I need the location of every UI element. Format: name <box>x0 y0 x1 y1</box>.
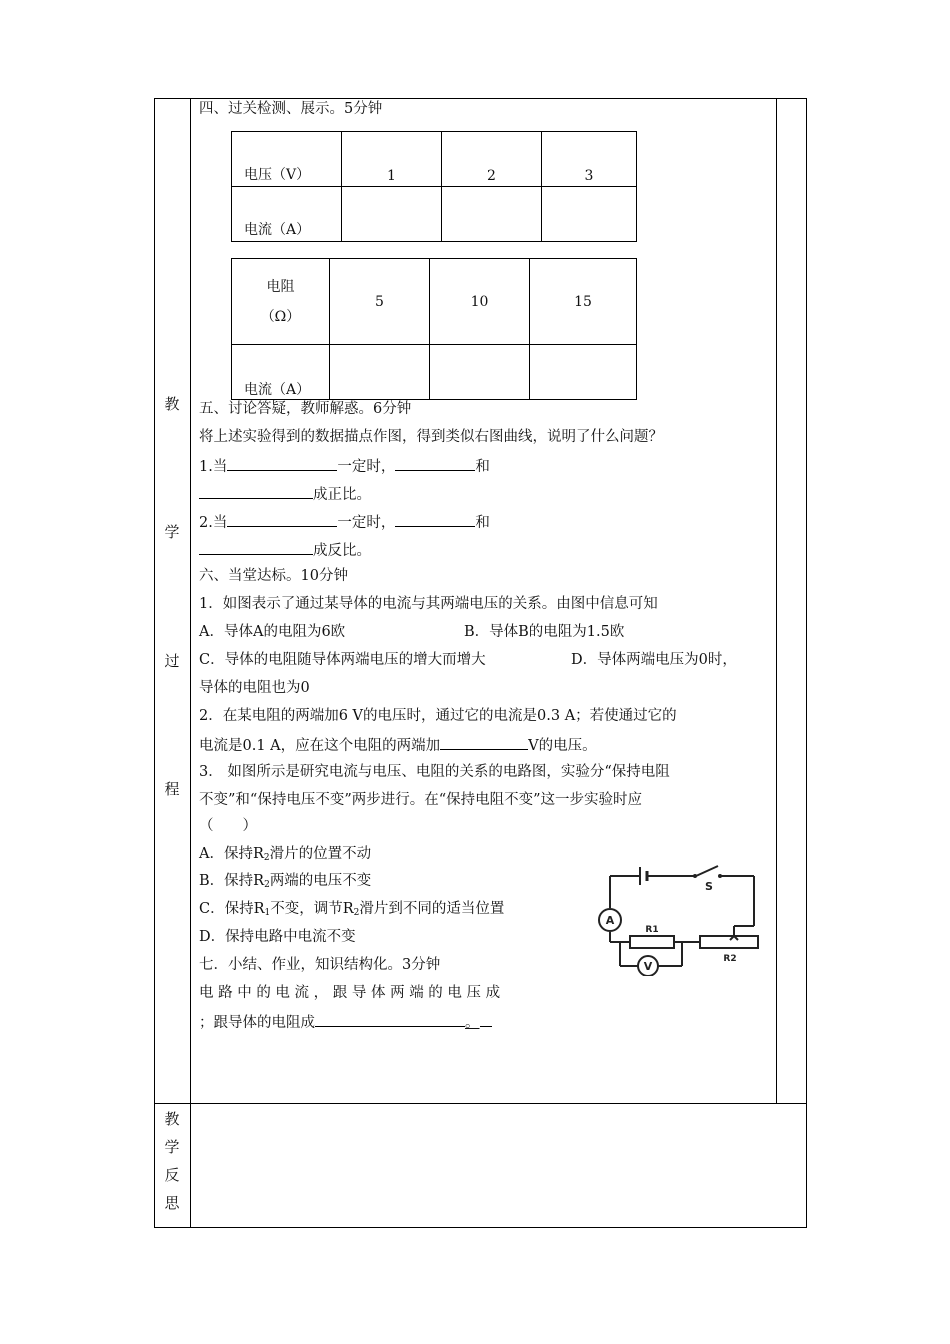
side-label-char: 程 <box>164 780 180 798</box>
r1-label: R1 <box>645 925 659 935</box>
section4-heading: 四、过关检测、展示。5分钟 <box>199 101 383 117</box>
p3-line2: 不变”和“保持电压不变”两步进行。在“保持电阻不变”这一步实验时应 <box>199 792 643 808</box>
side-label-char: 反 <box>164 1166 180 1184</box>
section7-line2-a: ；跟导体的电阻成 <box>199 1015 315 1031</box>
row-divider <box>154 1103 807 1104</box>
right-column-divider <box>776 98 777 1103</box>
subscript: 1 <box>264 908 271 918</box>
q2-mid2: 和 <box>475 515 490 531</box>
subscript: 2 <box>263 853 270 863</box>
voltage-current-table <box>231 131 637 242</box>
section6-heading: 六、当堂达标。10分钟 <box>199 568 348 584</box>
p1-option-b: B．导体B的电阻为1.5欧 <box>464 624 625 640</box>
p3-option-c <box>199 899 504 923</box>
p2-line1: 2．在某电阻的两端加6 V的电压时，通过它的电流是0.3 A；若使通过它的 <box>199 708 677 724</box>
q1-blank <box>199 483 313 499</box>
p3-option-a <box>199 844 371 868</box>
q2-blank <box>227 511 337 527</box>
section7-line1: 电 路 中 的 电 流 ， 跟 导 体 两 端 的 电 压 成 <box>199 985 501 1001</box>
side-column-divider <box>190 98 191 1228</box>
table-cell <box>542 187 637 242</box>
q1-end: 成正比。 <box>313 487 371 503</box>
section7-line2-b: 。 <box>465 1015 480 1031</box>
q2-blank <box>199 539 313 555</box>
q1-mid2: 和 <box>475 459 490 475</box>
table-cell <box>342 187 442 242</box>
voltage-label: 电压（V） <box>232 132 342 187</box>
p3-a-text: A．保持R <box>199 846 264 862</box>
q1-line2 <box>199 483 371 505</box>
q1-prefix: 1.当 <box>199 459 228 475</box>
p2-line2 <box>199 734 597 756</box>
section7-line2 <box>199 1011 492 1033</box>
table-cell <box>330 345 430 400</box>
p3-b-end: 两端的电压不变 <box>269 873 372 889</box>
q2-blank <box>395 511 475 527</box>
side-label-char: 学 <box>164 523 180 541</box>
subscript: 2 <box>264 880 270 890</box>
q1-blank <box>395 455 475 471</box>
side-label-char: 教 <box>164 1110 180 1128</box>
p1-option-d-cont: 导体的电阻也为0 <box>199 680 310 696</box>
side-label-char: 学 <box>164 1138 180 1156</box>
table-cell: 3 <box>542 132 637 187</box>
table-cell <box>530 345 637 400</box>
resistor-r1-icon <box>630 936 674 948</box>
circuit-diagram <box>596 856 766 976</box>
p2-line2-a: 电流是0.1 A，应在这个电阻的两端加 <box>199 738 441 754</box>
current-label: 电流（A） <box>232 187 342 242</box>
q2-end: 成反比。 <box>313 543 371 559</box>
resistance-current-table <box>231 258 637 400</box>
side-label-char: 教 <box>164 395 180 413</box>
q1-mid1: 一定时， <box>337 459 396 475</box>
ammeter-label: A <box>605 914 615 927</box>
p3-option-d: D．保持电路中电流不变 <box>199 929 356 945</box>
resistance-label-line1: 电阻 <box>266 278 295 295</box>
p2-blank <box>440 734 528 750</box>
p3-a-end: 滑片的位置不动 <box>269 846 372 862</box>
table-cell <box>430 345 530 400</box>
q2-prefix: 2.当 <box>199 515 228 531</box>
voltmeter-label: V <box>643 960 653 973</box>
switch-label: S <box>705 880 713 893</box>
side-label-char: 思 <box>164 1194 180 1212</box>
table-cell: 5 <box>330 259 430 345</box>
table-cell <box>442 187 542 242</box>
section7-blank <box>480 1011 492 1027</box>
p1-option-c: C．导体的电阻随导体两端电压的增大而增大 <box>199 652 486 668</box>
p1-option-a: A．导体A的电阻为6欧 <box>199 624 346 640</box>
p3-option-b <box>199 871 371 895</box>
p2-line2-b: V的电压。 <box>528 738 597 754</box>
p3-c-text: C．保持R <box>199 901 265 917</box>
section7-heading: 七．小结、作业，知识结构化。3分钟 <box>199 957 441 973</box>
section5-intro: 将上述实验得到的数据描点作图，得到类似右图曲线，说明了什么问题？ <box>199 429 663 445</box>
section7-blank <box>315 1011 465 1027</box>
section5-heading: 五、讨论答疑，教师解惑。6分钟 <box>199 401 412 417</box>
p1-option-d: D．导体两端电压为0时， <box>571 652 737 668</box>
resistance-label <box>232 259 330 345</box>
switch-icon <box>696 866 718 876</box>
table-cell: 2 <box>442 132 542 187</box>
p3-b-text: B．保持R <box>199 873 265 889</box>
side-label-char: 过 <box>164 652 180 670</box>
subscript: 2 <box>353 908 360 918</box>
q1-line <box>199 455 490 477</box>
p3-line1: 3． 如图所示是研究电流与电压、电阻的关系的电路图，实验分“保持电阻 <box>199 764 670 780</box>
table-cell: 1 <box>342 132 442 187</box>
q2-mid1: 一定时， <box>337 515 396 531</box>
p3-c-end: 滑片到不同的适当位置 <box>359 901 505 917</box>
q2-line2 <box>199 539 371 561</box>
rheostat-r2-icon <box>700 936 758 948</box>
p1-stem: 1．如图表示了通过某导体的电流与其两端电压的关系。由图中信息可知 <box>199 596 658 612</box>
table-cell: 10 <box>430 259 530 345</box>
switch-contact <box>718 874 722 878</box>
q2-line <box>199 511 490 533</box>
p3-c-mid: 不变，调节R <box>270 901 354 917</box>
switch-contact <box>693 874 697 878</box>
p3-paren: （ ） <box>199 818 257 834</box>
q1-blank <box>227 455 337 471</box>
r2-label: R2 <box>723 954 737 964</box>
resistance-label-line2: （Ω） <box>260 308 301 325</box>
table-cell: 15 <box>530 259 637 345</box>
current-label: 电流（A） <box>232 345 330 400</box>
